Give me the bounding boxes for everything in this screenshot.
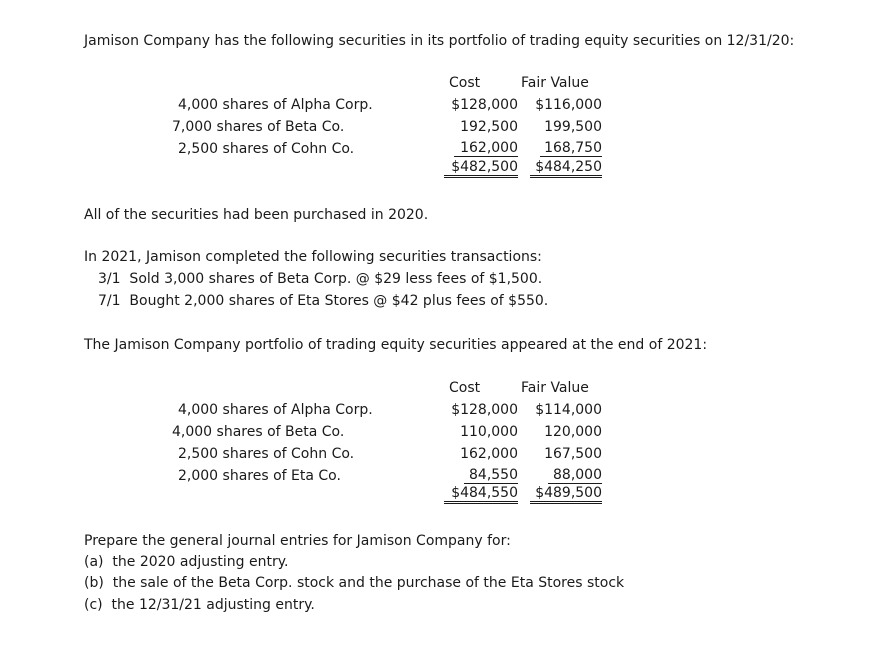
prepare-item: (c) the 12/31/21 adjusting entry. (84, 597, 315, 613)
cost-value: 162,000 (454, 140, 518, 157)
cost-value: $128,000 (451, 97, 518, 113)
prepare-intro: Prepare the general journal entries for Jamison Company for: (84, 533, 511, 549)
cost-total: $484,550 (444, 486, 518, 504)
transactions-intro: In 2021, Jamison completed the following securities transactions: (84, 249, 542, 265)
cost-value: 84,550 (464, 467, 518, 484)
cost-value: 192,500 (460, 119, 518, 135)
prepare-item: (b) the sale of the Beta Corp. stock and the purchase of the Eta Stores stock (84, 575, 625, 591)
row-label: 4,000 shares of Beta Co. (172, 424, 345, 440)
cost-header: Cost (449, 75, 481, 91)
fair-value-header: Fair Value (521, 75, 589, 91)
fair-value: $116,000 (535, 97, 602, 113)
row-label: 2,000 shares of Eta Co. (178, 468, 341, 484)
portfolio-2021-intro: The Jamison Company portfolio of trading equity securities appeared at the end of 2021: (84, 337, 708, 353)
row-label: 2,500 shares of Cohn Co. (178, 141, 355, 157)
row-label: 7,000 shares of Beta Co. (172, 119, 345, 135)
row-label: 4,000 shares of Alpha Corp. (178, 402, 373, 418)
fair-value: 120,000 (544, 424, 602, 440)
fair-value: 167,500 (544, 446, 602, 462)
fair-total: $489,500 (530, 486, 602, 504)
fair-total: $484,250 (530, 160, 602, 178)
transaction-item: 3/1 Sold 3,000 shares of Beta Corp. @ $29 less fees of $1,500. (98, 271, 543, 287)
cost-header: Cost (449, 380, 481, 396)
intro-text: Jamison Company has the following securities in its portfolio of trading equity securities on 12/31/20: (84, 33, 795, 49)
transaction-item: 7/1 Bought 2,000 shares of Eta Stores @ $42 plus fees of $550. (98, 293, 549, 309)
fair-value: $114,000 (535, 402, 602, 418)
fair-value: 88,000 (548, 467, 602, 484)
cost-value: $128,000 (451, 402, 518, 418)
cost-value: 162,000 (460, 446, 518, 462)
prepare-item: (a) the 2020 adjusting entry. (84, 554, 289, 570)
fair-value-header: Fair Value (521, 380, 589, 396)
cost-value: 110,000 (460, 424, 518, 440)
row-label: 4,000 shares of Alpha Corp. (178, 97, 373, 113)
purchased-note: All of the securities had been purchased in 2020. (84, 207, 429, 223)
fair-value: 199,500 (544, 119, 602, 135)
row-label: 2,500 shares of Cohn Co. (178, 446, 355, 462)
fair-value: 168,750 (540, 140, 602, 157)
cost-total: $482,500 (444, 160, 518, 178)
